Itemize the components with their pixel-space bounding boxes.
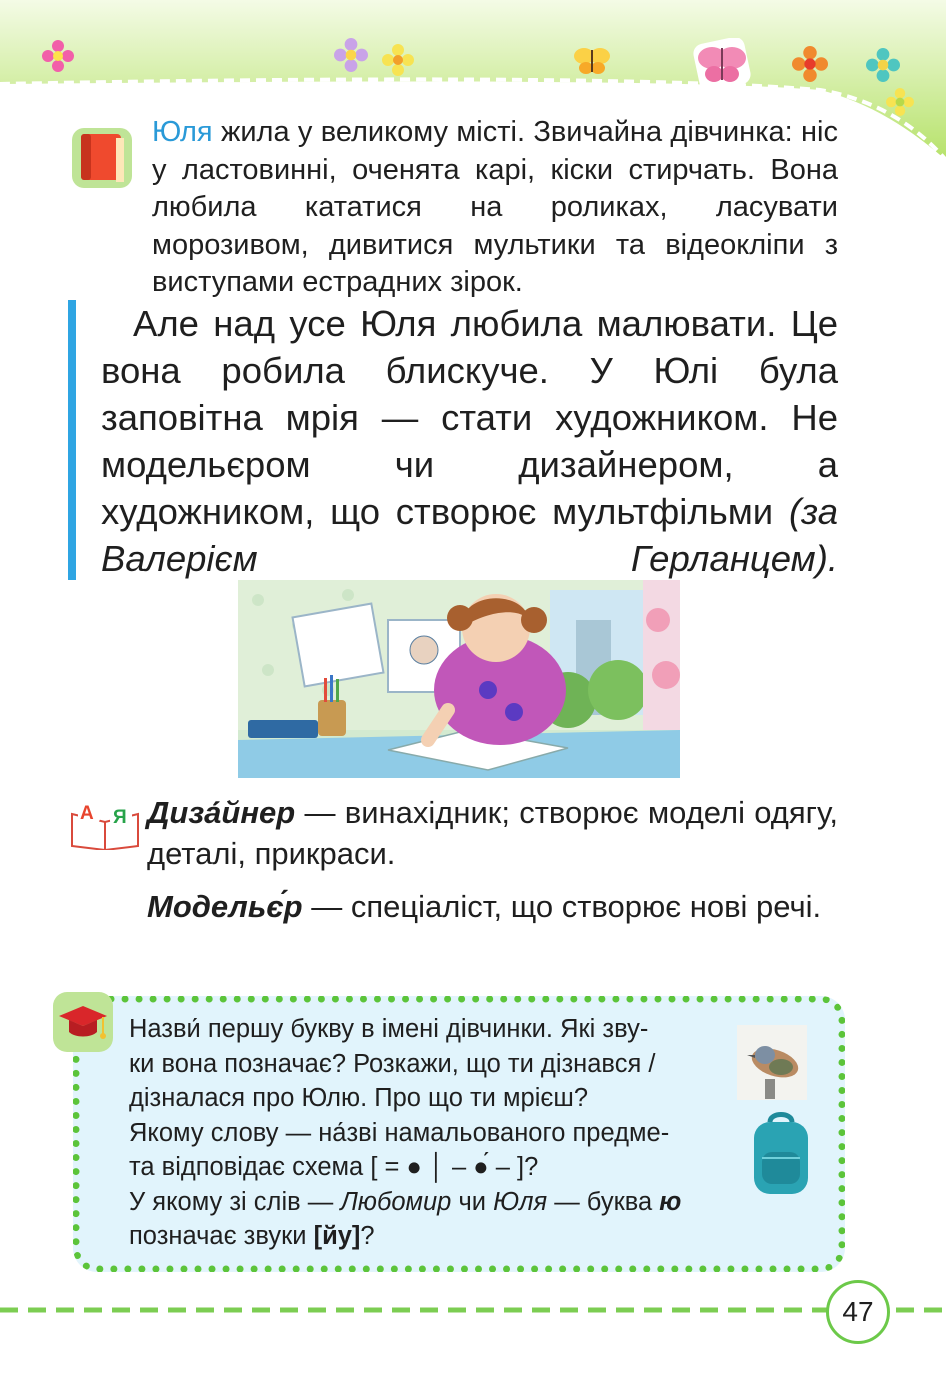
definition-modeller: — спеціаліст, що створює нові речі. [302, 889, 822, 924]
dictionary-entry-designer [147, 792, 838, 874]
footer-dashed-line [0, 1306, 946, 1314]
butterfly-pink-icon [690, 38, 754, 90]
scheme-separator: │ – [421, 1153, 474, 1181]
letter-ya: Я [113, 807, 127, 828]
bird-picture [737, 1025, 807, 1100]
quote-bar [68, 300, 76, 580]
definition-designer: — винахідник; створює моделі одягу, деталі, прикраси. [147, 795, 838, 871]
task-line-4: Якому слову — на́зві намальованого предме- [129, 1118, 670, 1147]
term-modeller: Модельє́р [147, 889, 303, 924]
author-credit: (за Валерієм Герланцем). [101, 491, 838, 579]
intro-paragraph [152, 114, 838, 302]
flower-pink-icon [42, 40, 74, 72]
dictionary-block [147, 792, 838, 939]
task-line-1: Назви́ першу букву в імені дівчинки. Які зву- [129, 1015, 649, 1043]
book-icon [72, 128, 132, 188]
task-text-part: чи [451, 1187, 494, 1216]
word-lyubomyr: Любомир [340, 1187, 452, 1216]
question-mark: ? [524, 1153, 539, 1181]
sounds-transcription: [йу] [313, 1222, 361, 1250]
flower-violet-icon [334, 38, 368, 72]
graduation-cap-icon [53, 992, 113, 1052]
scheme-stressed-dot-icon: ●́ [473, 1153, 489, 1181]
task-line-2: ки вона позначає? Розкажи, що ти дізнався / [129, 1049, 656, 1078]
task-line-6 [129, 1185, 734, 1220]
main-paragraph [101, 300, 838, 582]
letter-yu: ю [659, 1187, 682, 1216]
scheme-dot-icon: ● [406, 1153, 422, 1181]
letter-a: А [80, 803, 94, 824]
scheme-open: [ = [370, 1153, 407, 1181]
word-yulia: Юля [493, 1187, 548, 1216]
flower-orange-icon [792, 46, 828, 82]
flower-yellow-icon [382, 44, 414, 76]
intro-text: жила у великому місті. Звичайна дівчинка: ніс у ластовинні, оченята карі, кіски стирчать. Вона любила кататися на роликах, ласувати морозивом, дивитися мультики та відеокліпи з виступами естрадних зірок. [152, 116, 838, 298]
task-text-part: — буква [547, 1187, 660, 1216]
term-designer: Диза́йнер [147, 795, 296, 830]
task-scheme-question: та відповідає схема [129, 1153, 364, 1181]
question-mark: ? [360, 1222, 375, 1250]
main-text: Але над усе Юля любила малювати. Це вона робила блискуче. У Юлі була заповітна мрія — стати художником. Не модельєром чи дизайнером, а художником, що створює мультфільми [101, 303, 838, 532]
task-text-part: У якому зі слів — [129, 1187, 341, 1216]
page-number: 47 [826, 1280, 890, 1344]
backpack-picture [748, 1112, 814, 1198]
task-text [129, 1012, 734, 1254]
girl-drawing-illustration [238, 580, 680, 778]
flower-teal-icon [866, 48, 900, 82]
butterfly-icon [572, 44, 612, 76]
open-book-dictionary-icon [70, 800, 140, 850]
girl-name: Юля [152, 116, 213, 148]
dictionary-entry-modeller [147, 886, 838, 927]
task-line-3: дізналася про Юлю. Про що ти мрієш? [129, 1084, 589, 1112]
task-line-7 [129, 1219, 734, 1254]
scheme-close: – ] [488, 1153, 525, 1181]
task-line-5 [129, 1150, 734, 1185]
task-text-part: позначає звуки [129, 1222, 314, 1250]
flower-small-yellow-icon [886, 88, 914, 116]
sound-scheme [370, 1153, 524, 1181]
